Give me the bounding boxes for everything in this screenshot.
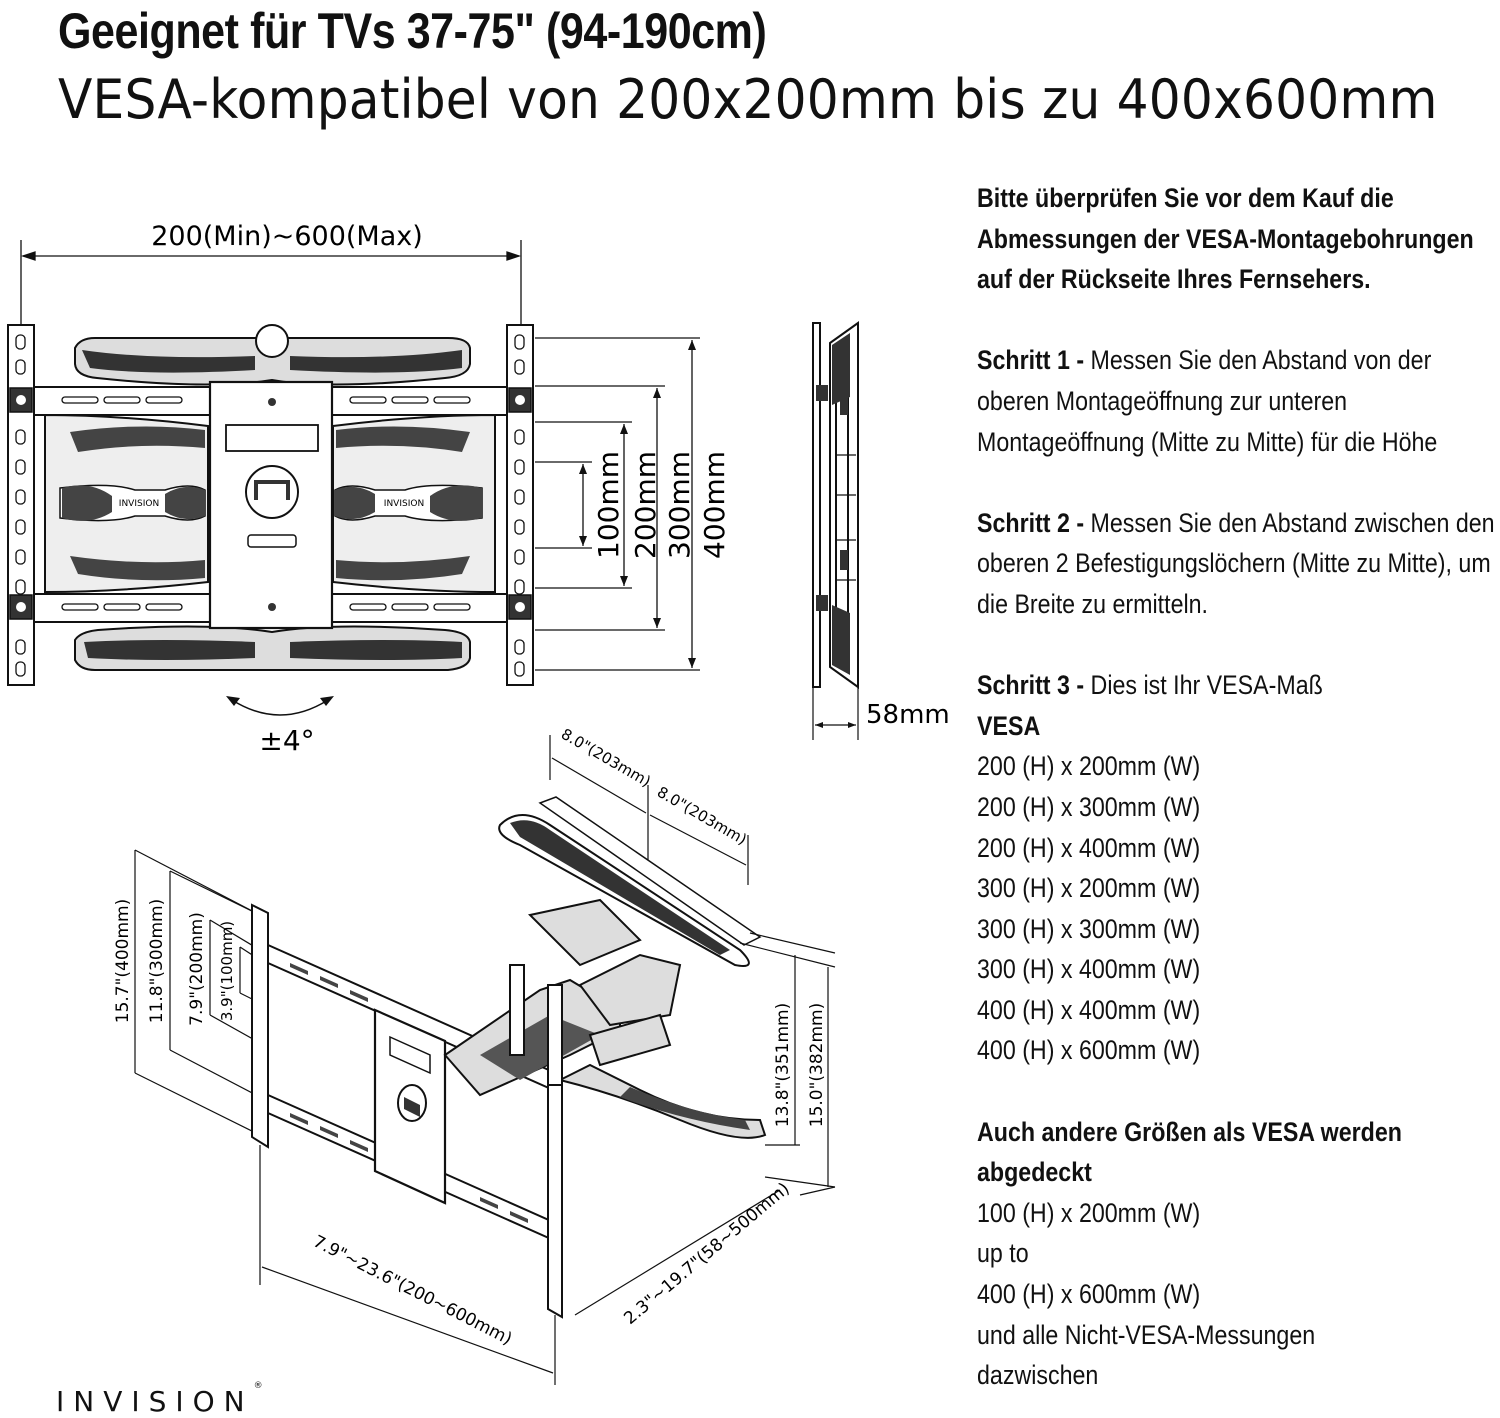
step-3-text: Dies ist Ihr VESA-Maß xyxy=(1084,670,1323,701)
side-view-diagram xyxy=(800,315,960,745)
step-1-line: Messen Sie den Abstand von der xyxy=(1084,345,1432,376)
step-3-label: Schritt 3 - xyxy=(977,670,1085,701)
iso-label-height-351: 13.8"(351mm) xyxy=(773,1002,793,1128)
vesa-size-item: 300 (H) x 400mm (W) xyxy=(977,954,1201,985)
vesa-size-item: 200 (H) x 300mm (W) xyxy=(977,791,1201,822)
iso-label-arm-b: 8.0"(203mm) xyxy=(654,782,750,849)
step-1-line: Montageöffnung (Mitte zu Mitte) für die Höhe xyxy=(977,426,1438,457)
left-arm-brand: INVISION xyxy=(118,499,160,509)
vesa-size-item: 300 (H) x 200mm (W) xyxy=(977,873,1201,904)
height-label-300: 300mm xyxy=(663,451,696,559)
vesa-size-item: 200 (H) x 400mm (W) xyxy=(977,832,1201,863)
step-2-line: die Breite zu ermitteln. xyxy=(977,588,1209,619)
other-heading: abgedeckt xyxy=(977,1157,1092,1188)
step-2-line: oberen 2 Befestigungslöchern (Mitte zu Mitte), um xyxy=(977,548,1491,579)
front-width-label: 200(Min)~600(Max) xyxy=(151,221,423,252)
intro-line: auf der Rückseite Ihres Fernsehers. xyxy=(977,264,1371,295)
other-line: up to xyxy=(977,1238,1029,1269)
iso-label-arm-a: 8.0"(203mm) xyxy=(558,725,654,791)
height-label-200: 200mm xyxy=(629,451,662,559)
page-subtitle: VESA-kompatibel von 200x200mm bis zu 400x600mm xyxy=(58,68,1438,131)
right-arm-brand: INVISION xyxy=(383,499,425,509)
iso-label-width-range: 7.9"~23.6"(200~600mm) xyxy=(309,1231,516,1350)
step-2 xyxy=(977,503,1495,625)
intro-line: Bitte überprüfen Sie vor dem Kauf die xyxy=(977,183,1394,213)
intro-text xyxy=(977,178,1474,300)
vesa-size-item: 400 (H) x 400mm (W) xyxy=(977,994,1201,1025)
depth-label: 58mm xyxy=(866,700,950,730)
step-1-line: oberen Montageöffnung zur unteren xyxy=(977,385,1348,416)
other-line: 100 (H) x 200mm (W) xyxy=(977,1197,1201,1228)
isometric-diagram xyxy=(100,725,960,1405)
step-1 xyxy=(977,340,1438,462)
vesa-list xyxy=(977,706,1427,1071)
intro-line: Abmessungen der VESA-Montagebohrungen xyxy=(977,223,1474,254)
other-line: 400 (H) x 600mm (W) xyxy=(977,1279,1201,1310)
registered-mark: ® xyxy=(253,1381,263,1391)
iso-label-h300: 11.8"(300mm) xyxy=(147,898,167,1024)
iso-label-height-382: 15.0"(382mm) xyxy=(807,1002,827,1128)
step-3 xyxy=(977,665,1427,706)
brand-logo xyxy=(56,1381,263,1418)
vesa-size-item: 400 (H) x 600mm (W) xyxy=(977,1035,1201,1066)
vesa-size-item: 300 (H) x 300mm (W) xyxy=(977,913,1201,944)
vesa-size-item: 200 (H) x 200mm (W) xyxy=(977,751,1201,782)
vesa-heading: VESA xyxy=(977,710,1041,741)
tilt-label: ±4° xyxy=(259,724,315,757)
step-2-line: Messen Sie den Abstand zwischen den xyxy=(1084,507,1495,538)
iso-label-h100: 3.9"(100mm) xyxy=(218,920,236,1022)
other-line: dazwischen xyxy=(977,1360,1099,1391)
other-sizes xyxy=(977,1112,1427,1396)
page-title: Geeignet für TVs 37-75" (94-190cm) xyxy=(58,3,767,59)
other-line: und alle Nicht-VESA-Messungen xyxy=(977,1319,1316,1350)
height-label-400: 400mm xyxy=(698,451,731,559)
iso-label-h200: 7.9"(200mm) xyxy=(187,912,207,1026)
brand-logo-text: INVISION xyxy=(56,1385,254,1418)
iso-label-extension: 2.3"~19.7"(58~500mm) xyxy=(620,1178,794,1329)
iso-label-h400: 15.7"(400mm) xyxy=(113,898,133,1024)
info-panel xyxy=(977,178,1500,1396)
height-label-100: 100mm xyxy=(592,451,625,559)
step-1-label: Schritt 1 - xyxy=(977,345,1085,376)
other-heading: Auch andere Größen als VESA werden xyxy=(977,1116,1402,1147)
step-2-label: Schritt 2 - xyxy=(977,507,1085,538)
